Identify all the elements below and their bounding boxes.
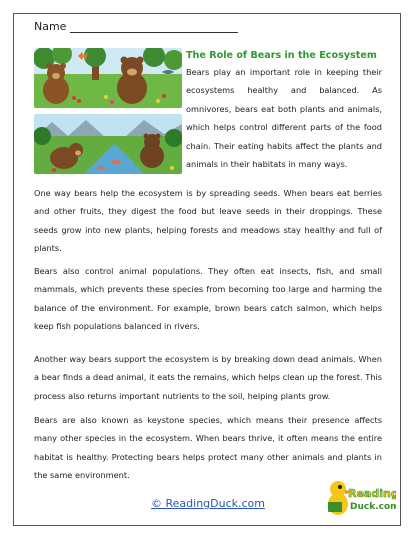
readingduck-link[interactable]: © ReadingDuck.com xyxy=(151,497,265,510)
svg-text:Reading: Reading xyxy=(348,487,396,500)
readingduck-logo xyxy=(326,476,396,518)
paragraph-populations: Bears also control animal populations. They often eat insects, fish, and small mammals, which prevents these species from becoming too large and harming the balance of the environment. For example, brown bears catch salmon, which helps keep fish populations balanced in rivers. xyxy=(34,266,382,332)
paragraph-seeds: One way bears help the ecosystem is by spreading seeds. When bears eat berries and other fruits, they digest the food but leave seeds in their droppings. These seeds grow into new plants, helping forests and meadows stay healthy and full of plants. xyxy=(34,188,382,254)
worksheet-title: The Role of Bears in the Ecosystem xyxy=(186,50,377,61)
intro-paragraph: Bears play an important role in keeping their ecosystems healthy and balanced. As omnivores, bears eat both plants and animals, which helps control different parts of the food chain. Their eating habits affect the plants and animals in their habitats in many ways. xyxy=(186,67,382,170)
name-field xyxy=(34,20,238,33)
paragraph-decomposition: Another way bears support the ecosystem is by breaking down dead animals. When a bear finds a dead animal, it eats the remains, which helps clean up the forest. This process also returns important nutrients to the soil, helping plants grow. xyxy=(34,354,382,401)
name-label: Name xyxy=(34,20,67,33)
svg-text:Duck.com: Duck.com xyxy=(350,502,396,512)
paragraph-keystone: Bears are also known as keystone species, which means their presence affects many other species in the ecosystem. When bears thrive, it often means the entire habitat is healthy. Protecting bears helps protect many other animals and plants in the same environment. xyxy=(34,415,382,481)
bears-meadow-illustration xyxy=(34,48,182,108)
name-blank-line[interactable] xyxy=(70,23,238,33)
bear-river-illustration xyxy=(34,114,182,174)
